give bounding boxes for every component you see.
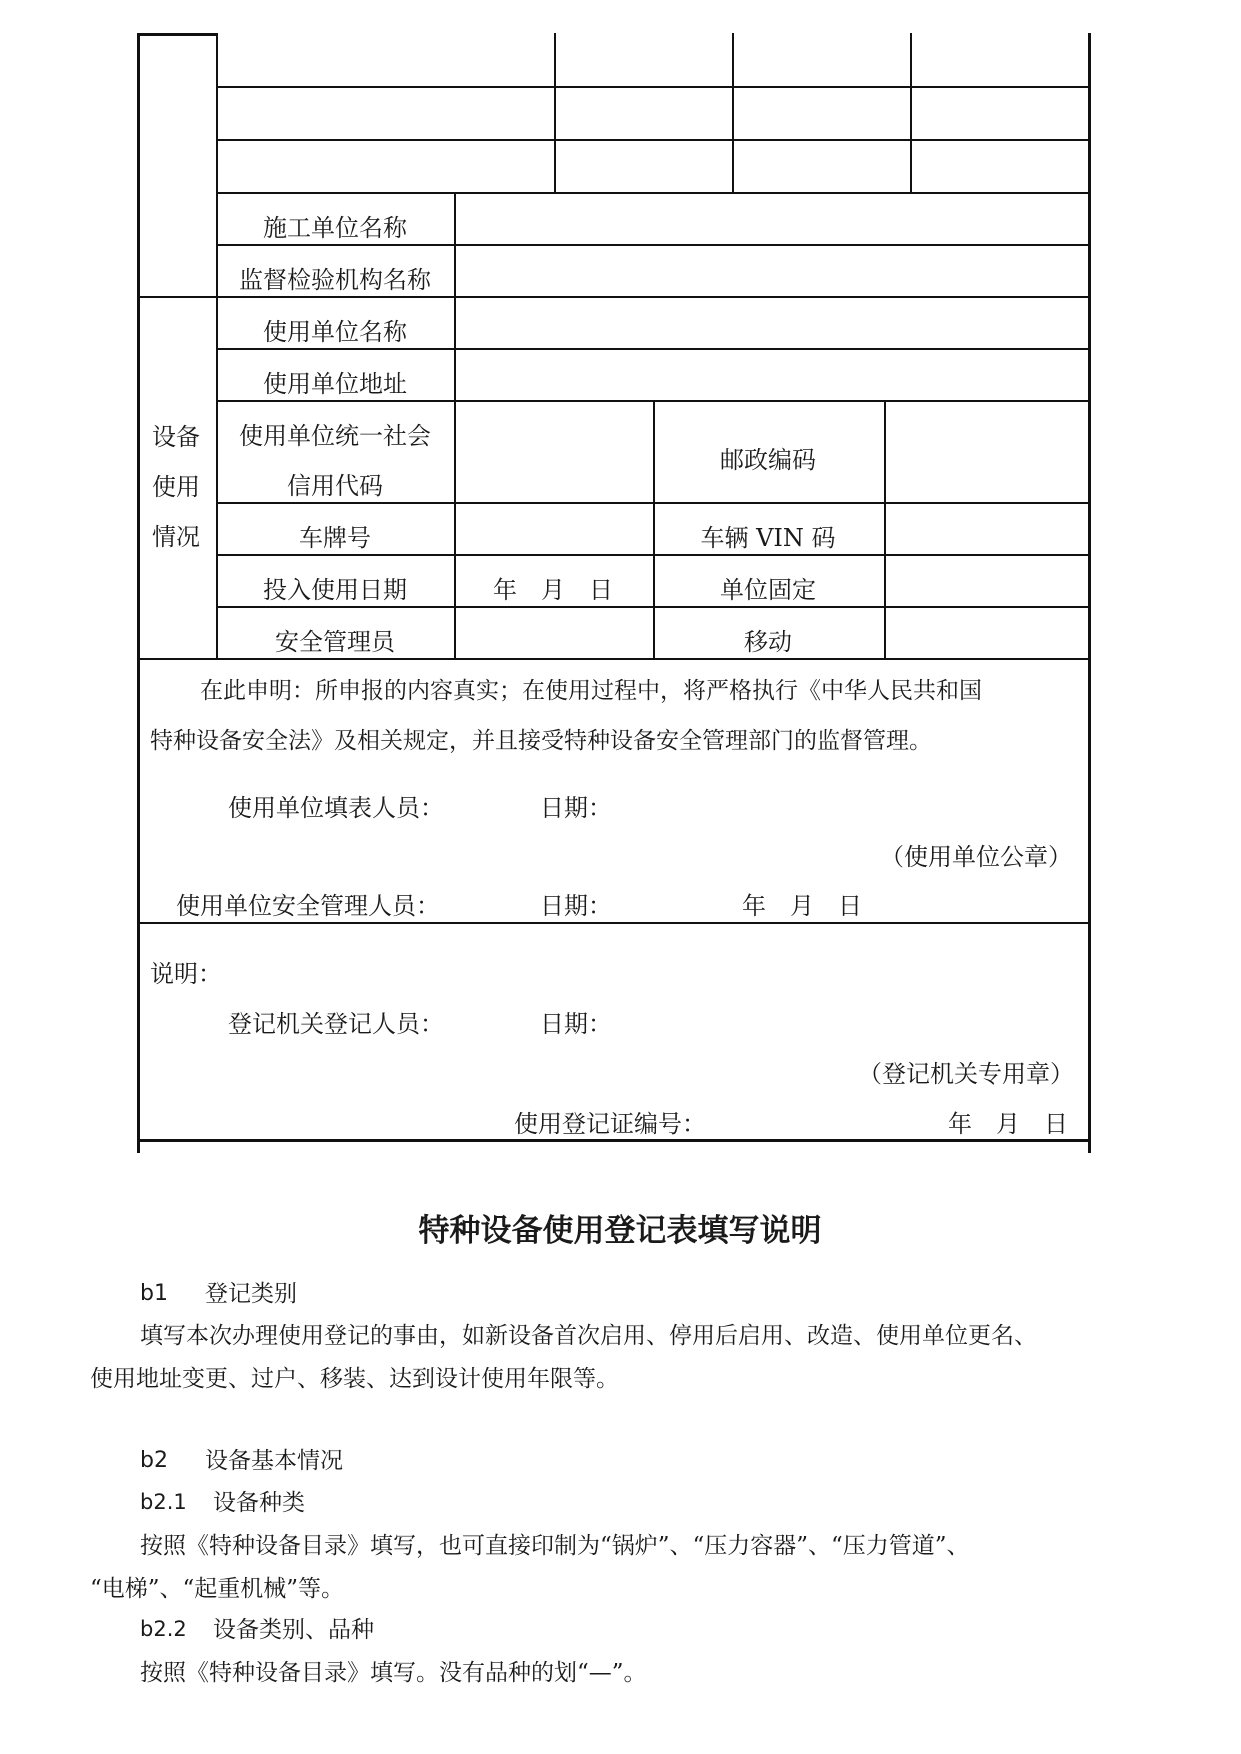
b22-number: b2.2 xyxy=(140,1617,187,1641)
filler-label: 使用单位填表人员： xyxy=(228,794,444,822)
date-label: 日期： xyxy=(540,892,612,920)
vin-label: 车辆 VIN 码 xyxy=(700,524,836,552)
safety-admin-label: 安全管理员 xyxy=(275,628,395,656)
declaration-line-1: 在此申明：所申报的内容真实；在使用过程中，将严格执行《中华人民共和国 xyxy=(200,678,982,704)
construction-unit-label: 施工单位名称 xyxy=(263,214,407,242)
grid-line xyxy=(216,86,1089,88)
user-unit-address-label: 使用单位地址 xyxy=(263,370,407,398)
b1-heading: 登记类别 xyxy=(205,1281,297,1307)
b21-heading: 设备种类 xyxy=(213,1490,305,1516)
grid-line xyxy=(216,139,1089,141)
instructions-title: 特种设备使用登记表填写说明 xyxy=(418,1213,822,1249)
b1-number: b1 xyxy=(140,1281,168,1306)
declaration-line-2: 特种设备安全法》及相关规定，并且接受特种设备安全管理部门的监督管理。 xyxy=(150,728,932,754)
registrar-label: 登记机关登记人员： xyxy=(228,1010,444,1038)
b2-heading: 设备基本情况 xyxy=(205,1448,343,1474)
label-column-line xyxy=(454,192,456,658)
cert-number-label: 使用登记证编号： xyxy=(514,1110,706,1138)
credit-code-label-line1: 使用单位统一社会 xyxy=(239,422,431,450)
start-date-label: 投入使用日期 xyxy=(263,576,407,604)
grid-line xyxy=(884,400,886,658)
safety-person-label: 使用单位安全管理人员： xyxy=(176,892,440,920)
form-right-border xyxy=(1088,33,1091,1153)
postal-code-label: 邮政编码 xyxy=(720,446,816,474)
user-unit-name-label: 使用单位名称 xyxy=(263,318,407,346)
mobile-label: 移动 xyxy=(744,628,792,656)
grid-line xyxy=(554,33,556,192)
b21-text-line-2: “电梯”、“起重机械”等。 xyxy=(90,1576,345,1602)
user-unit-seal: （使用单位公章） xyxy=(880,843,1072,871)
form-bottom-border xyxy=(137,1139,1091,1142)
grid-line xyxy=(732,33,734,192)
b21-number: b2.1 xyxy=(140,1490,187,1514)
fixed-phone-label: 单位固定 xyxy=(720,576,816,604)
b1-text-line-2: 使用地址变更、过户、移装、达到设计使用年限等。 xyxy=(90,1366,619,1392)
plate-number-label: 车牌号 xyxy=(299,524,371,552)
registry-seal: （登记机关专用章） xyxy=(858,1060,1074,1088)
b21-text-line-1: 按照《特种设备目录》填写，也可直接印制为“锅炉”、“压力容器”、“压力管道”、 xyxy=(140,1533,970,1559)
equipment-usage-section-label: 设备 使用 情况 xyxy=(152,423,200,551)
grid-line xyxy=(653,400,655,658)
b2-number: b2 xyxy=(140,1448,168,1473)
notes-label: 说明： xyxy=(150,960,222,988)
date-label: 日期： xyxy=(540,794,612,822)
grid-line xyxy=(216,244,1089,246)
section-line xyxy=(137,658,1089,660)
b22-heading: 设备类别、品种 xyxy=(213,1617,374,1643)
b22-text: 按照《特种设备目录》填写。没有品种的划“—”。 xyxy=(140,1660,647,1686)
section-divider-line xyxy=(216,33,218,658)
grid-line xyxy=(910,33,912,192)
credit-code-label-line2: 信用代码 xyxy=(287,472,383,500)
top-left-corner-line xyxy=(137,33,217,36)
b1-text-line-1: 填写本次办理使用登记的事由，如新设备首次启用、停用后启用、改造、使用单位更名、 xyxy=(140,1323,1037,1349)
start-date-value: 年 月 日 xyxy=(493,576,613,604)
date-ymd: 年 月 日 xyxy=(742,892,862,920)
section-line xyxy=(137,296,1089,298)
date-ymd: 年 月 日 xyxy=(948,1110,1068,1138)
form-left-border xyxy=(137,33,140,1153)
grid-line xyxy=(216,192,1089,194)
inspection-org-label: 监督检验机构名称 xyxy=(239,266,431,294)
date-label: 日期： xyxy=(540,1010,612,1038)
section-line xyxy=(137,922,1089,924)
grid-line xyxy=(216,348,1089,350)
